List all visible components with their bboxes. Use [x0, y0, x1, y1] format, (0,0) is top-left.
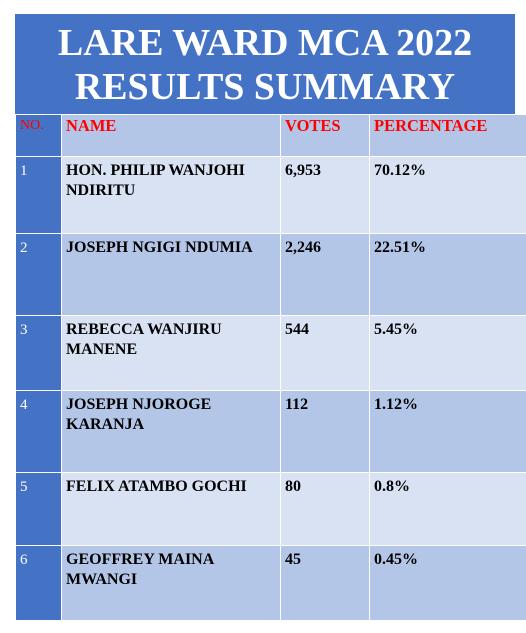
header-no: NO.: [16, 115, 62, 157]
row-number: 1: [16, 157, 62, 234]
table-row: [16, 546, 526, 620]
table-row: [16, 157, 526, 234]
candidate-name: GEOFFREY MAINA MWANGI: [62, 546, 281, 620]
candidate-name: JOSEPH NGIGI NDUMIA: [62, 234, 281, 316]
vote-percentage: 22.51%: [370, 234, 526, 316]
vote-percentage: 70.12%: [370, 157, 526, 234]
header-name: NAME: [62, 115, 281, 157]
candidate-name: JOSEPH NJOROGE KARANJA: [62, 391, 281, 473]
title-banner: [15, 14, 515, 114]
vote-count: 544: [281, 316, 370, 391]
header-percentage: PERCENTAGE: [370, 115, 526, 157]
title-line-1: LARE WARD MCA 2022: [57, 22, 473, 64]
header-row: [16, 115, 526, 157]
row-number: 5: [16, 473, 62, 546]
table-row: [16, 316, 526, 391]
table-row: [16, 234, 526, 316]
title-line-2: RESULTS SUMMARY: [74, 66, 456, 108]
table-row: [16, 391, 526, 473]
row-number: 4: [16, 391, 62, 473]
vote-percentage: 1.12%: [370, 391, 526, 473]
row-number: 3: [16, 316, 62, 391]
candidate-name: FELIX ATAMBO GOCHI: [62, 473, 281, 546]
vote-percentage: 0.8%: [370, 473, 526, 546]
vote-count: 45: [281, 546, 370, 620]
vote-count: 112: [281, 391, 370, 473]
candidate-name: REBECCA WANJIRU MANENE: [62, 316, 281, 391]
vote-count: 80: [281, 473, 370, 546]
results-table: [15, 114, 526, 620]
vote-count: 6,953: [281, 157, 370, 234]
vote-count: 2,246: [281, 234, 370, 316]
vote-percentage: 5.45%: [370, 316, 526, 391]
header-votes: VOTES: [281, 115, 370, 157]
candidate-name: HON. PHILIP WANJOHI NDIRITU: [62, 157, 281, 234]
results-document: [15, 14, 515, 620]
vote-percentage: 0.45%: [370, 546, 526, 620]
table-row: [16, 473, 526, 546]
row-number: 6: [16, 546, 62, 620]
row-number: 2: [16, 234, 62, 316]
